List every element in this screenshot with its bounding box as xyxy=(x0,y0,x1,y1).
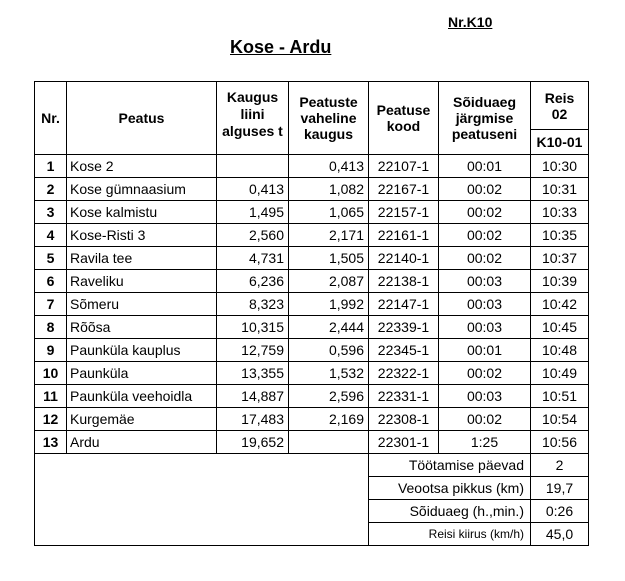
stop-row xyxy=(35,155,589,178)
stop-departure-time: 10:33 xyxy=(531,201,589,224)
stop-code: 22331-1 xyxy=(369,385,439,408)
stop-gap-distance: 1,505 xyxy=(289,247,369,270)
stop-gap-distance: 1,992 xyxy=(289,293,369,316)
stop-departure-time: 10:42 xyxy=(531,293,589,316)
stop-code: 22140-1 xyxy=(369,247,439,270)
header-reis xyxy=(531,82,589,130)
stop-code: 22322-1 xyxy=(369,362,439,385)
stop-name: Rõõsa xyxy=(67,316,217,339)
stop-nr: 2 xyxy=(35,178,67,201)
stop-name: Paunküla kauplus xyxy=(67,339,217,362)
stop-distance-from-start: 10,315 xyxy=(217,316,289,339)
summary-label: Reisi kiirus (km/h) xyxy=(369,523,531,546)
header-row xyxy=(35,82,589,130)
stop-name: Paunküla veehoidla xyxy=(67,385,217,408)
stop-row xyxy=(35,316,589,339)
stop-code: 22157-1 xyxy=(369,201,439,224)
stop-distance-from-start: 14,887 xyxy=(217,385,289,408)
stop-travel-time: 1:25 xyxy=(439,431,531,454)
header-kaugus xyxy=(217,82,289,155)
stop-name: Kose kalmistu xyxy=(67,201,217,224)
stop-travel-time: 00:02 xyxy=(439,178,531,201)
stop-departure-time: 10:31 xyxy=(531,178,589,201)
stop-departure-time: 10:35 xyxy=(531,224,589,247)
stop-departure-time: 10:49 xyxy=(531,362,589,385)
stop-travel-time: 00:01 xyxy=(439,339,531,362)
stop-row xyxy=(35,270,589,293)
stop-travel-time: 00:03 xyxy=(439,270,531,293)
summary-label: Sõiduaeg (h.,min.) xyxy=(369,500,531,523)
summary-value: 0:26 xyxy=(531,500,589,523)
timetable xyxy=(34,81,589,546)
header-trip-id: K10-01 xyxy=(531,130,589,155)
stop-distance-from-start: 12,759 xyxy=(217,339,289,362)
stop-name: Paunküla xyxy=(67,362,217,385)
header-reis-number: 02 xyxy=(551,105,568,122)
stop-distance-from-start: 19,652 xyxy=(217,431,289,454)
summary-value: 19,7 xyxy=(531,477,589,500)
stop-nr: 11 xyxy=(35,385,67,408)
stop-row xyxy=(35,201,589,224)
stop-row xyxy=(35,431,589,454)
stop-nr: 10 xyxy=(35,362,67,385)
stop-nr: 6 xyxy=(35,270,67,293)
stop-gap-distance: 2,444 xyxy=(289,316,369,339)
stop-gap-distance xyxy=(289,431,369,454)
stop-gap-distance: 1,532 xyxy=(289,362,369,385)
stop-distance-from-start xyxy=(217,155,289,178)
stop-code: 22147-1 xyxy=(369,293,439,316)
summary-value: 2 xyxy=(531,454,589,477)
stop-distance-from-start: 0,413 xyxy=(217,178,289,201)
stop-distance-from-start: 2,560 xyxy=(217,224,289,247)
stop-code: 22345-1 xyxy=(369,339,439,362)
stop-departure-time: 10:51 xyxy=(531,385,589,408)
stop-row xyxy=(35,247,589,270)
stop-nr: 8 xyxy=(35,316,67,339)
stop-travel-time: 00:02 xyxy=(439,224,531,247)
route-code: Nr.K10 xyxy=(448,14,493,30)
header-reis-label: Reis xyxy=(544,89,575,106)
stop-name: Kose-Risti 3 xyxy=(67,224,217,247)
stop-departure-time: 10:39 xyxy=(531,270,589,293)
stops-body xyxy=(35,155,589,454)
stop-gap-distance: 1,082 xyxy=(289,178,369,201)
stop-gap-distance: 2,169 xyxy=(289,408,369,431)
stop-name: Kurgemäe xyxy=(67,408,217,431)
stop-departure-time: 10:54 xyxy=(531,408,589,431)
header-nr: Nr. xyxy=(35,82,67,155)
stop-gap-distance: 2,596 xyxy=(289,385,369,408)
stop-name: Ravila tee xyxy=(67,247,217,270)
stop-name: Raveliku xyxy=(67,270,217,293)
stop-code: 22308-1 xyxy=(369,408,439,431)
stop-code: 22339-1 xyxy=(369,316,439,339)
summary-row xyxy=(35,454,589,477)
header-peatus: Peatus xyxy=(67,82,217,155)
stop-departure-time: 10:37 xyxy=(531,247,589,270)
header-soiduaeg: Sõiduaeg järgmise peatuseni xyxy=(439,82,531,155)
header-kood: Peatuse kood xyxy=(369,82,439,155)
stop-travel-time: 00:02 xyxy=(439,362,531,385)
stop-distance-from-start: 6,236 xyxy=(217,270,289,293)
stop-nr: 13 xyxy=(35,431,67,454)
stop-name: Kose 2 xyxy=(67,155,217,178)
stop-distance-from-start: 17,483 xyxy=(217,408,289,431)
stop-name: Sõmeru xyxy=(67,293,217,316)
summary-blank-area xyxy=(35,454,369,546)
stop-gap-distance: 2,171 xyxy=(289,224,369,247)
stop-row xyxy=(35,385,589,408)
header-kaugus-text: Kaugus liini alguses t xyxy=(222,89,283,139)
stop-code: 22301-1 xyxy=(369,431,439,454)
stop-distance-from-start: 4,731 xyxy=(217,247,289,270)
stop-distance-from-start: 1,495 xyxy=(217,201,289,224)
stop-travel-time: 00:02 xyxy=(439,247,531,270)
header-vaheline: Peatuste vaheline kaugus xyxy=(289,82,369,155)
stop-name: Kose gümnaasium xyxy=(67,178,217,201)
stop-row xyxy=(35,362,589,385)
summary-label: Töötamise päevad xyxy=(369,454,531,477)
summary-body xyxy=(35,454,589,546)
stop-nr: 3 xyxy=(35,201,67,224)
stop-code: 22161-1 xyxy=(369,224,439,247)
stop-code: 22138-1 xyxy=(369,270,439,293)
summary-label: Veootsa pikkus (km) xyxy=(369,477,531,500)
stop-travel-time: 00:03 xyxy=(439,293,531,316)
stop-nr: 9 xyxy=(35,339,67,362)
stop-travel-time: 00:03 xyxy=(439,316,531,339)
stop-nr: 5 xyxy=(35,247,67,270)
stop-travel-time: 00:02 xyxy=(439,408,531,431)
stop-row xyxy=(35,339,589,362)
stop-departure-time: 10:48 xyxy=(531,339,589,362)
stop-row xyxy=(35,224,589,247)
stop-nr: 1 xyxy=(35,155,67,178)
stop-distance-from-start: 8,323 xyxy=(217,293,289,316)
stop-code: 22167-1 xyxy=(369,178,439,201)
stop-gap-distance: 2,087 xyxy=(289,270,369,293)
stop-row xyxy=(35,293,589,316)
stop-gap-distance: 0,413 xyxy=(289,155,369,178)
stop-departure-time: 10:45 xyxy=(531,316,589,339)
stop-travel-time: 00:01 xyxy=(439,155,531,178)
stop-gap-distance: 0,596 xyxy=(289,339,369,362)
stop-travel-time: 00:03 xyxy=(439,385,531,408)
stop-departure-time: 10:30 xyxy=(531,155,589,178)
stop-row xyxy=(35,178,589,201)
stop-travel-time: 00:02 xyxy=(439,201,531,224)
page-title: Kose - Ardu xyxy=(230,37,332,57)
stop-departure-time: 10:56 xyxy=(531,431,589,454)
stop-distance-from-start: 13,355 xyxy=(217,362,289,385)
stop-row xyxy=(35,408,589,431)
stop-code: 22107-1 xyxy=(369,155,439,178)
stop-nr: 7 xyxy=(35,293,67,316)
summary-value: 45,0 xyxy=(531,523,589,546)
stop-name: Ardu xyxy=(67,431,217,454)
stop-nr: 4 xyxy=(35,224,67,247)
stop-gap-distance: 1,065 xyxy=(289,201,369,224)
stop-nr: 12 xyxy=(35,408,67,431)
